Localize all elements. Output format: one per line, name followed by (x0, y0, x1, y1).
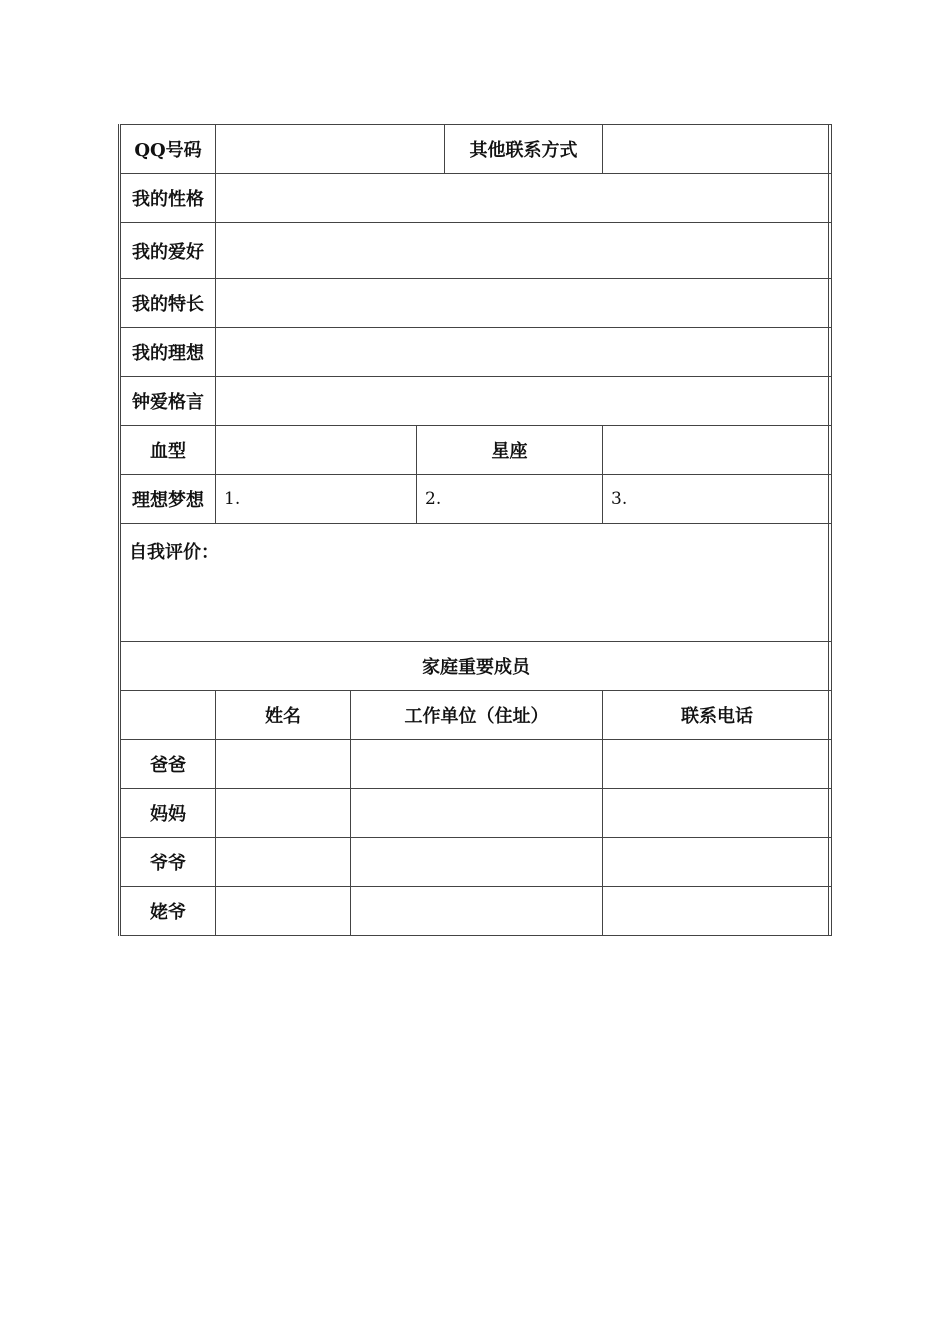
motto-row (121, 377, 832, 426)
family-header-name: 姓名 (216, 691, 351, 740)
hobbies-row (121, 223, 832, 279)
blood-type-field[interactable] (216, 426, 417, 475)
family-title-row (121, 642, 832, 691)
family-name-field[interactable] (216, 789, 351, 838)
family-workplace-field[interactable] (351, 740, 603, 789)
family-relation: 爸爸 (121, 740, 216, 789)
family-relation: 姥爷 (121, 887, 216, 936)
personality-label: 我的性格 (121, 174, 216, 223)
motto-label: 钟爱格言 (121, 377, 216, 426)
family-name-field[interactable] (216, 740, 351, 789)
family-name-field[interactable] (216, 838, 351, 887)
family-relation: 妈妈 (121, 789, 216, 838)
family-workplace-field[interactable] (351, 789, 603, 838)
self-eval-cell[interactable] (121, 524, 832, 642)
family-phone-field[interactable] (603, 887, 832, 936)
ideal-field[interactable] (216, 328, 832, 377)
family-phone-field[interactable] (603, 838, 832, 887)
personality-row (121, 174, 832, 223)
family-relation: 爷爷 (121, 838, 216, 887)
personality-field[interactable] (216, 174, 832, 223)
family-workplace-field[interactable] (351, 838, 603, 887)
blood-constellation-row (121, 426, 832, 475)
dreams-row (121, 475, 832, 524)
ideal-row (121, 328, 832, 377)
family-header-row (121, 691, 832, 740)
self-eval-row (121, 524, 832, 642)
family-row-father (121, 740, 832, 789)
family-row-mother (121, 789, 832, 838)
family-phone-field[interactable] (603, 789, 832, 838)
family-header-relation (121, 691, 216, 740)
specialty-label: 我的特长 (121, 279, 216, 328)
dream-field-3[interactable]: 3. (603, 475, 832, 524)
other-contact-field[interactable] (603, 125, 832, 174)
family-row-grandfather-maternal (121, 887, 832, 936)
constellation-field[interactable] (603, 426, 832, 475)
ideal-label: 我的理想 (121, 328, 216, 377)
family-name-field[interactable] (216, 887, 351, 936)
profile-form (120, 124, 831, 936)
family-section-title: 家庭重要成员 (121, 642, 832, 691)
dreams-label: 理想梦想 (121, 475, 216, 524)
hobbies-label: 我的爱好 (121, 223, 216, 279)
family-phone-field[interactable] (603, 740, 832, 789)
blood-type-label: 血型 (121, 426, 216, 475)
hobbies-field[interactable] (216, 223, 832, 279)
family-header-workplace: 工作单位（住址） (351, 691, 603, 740)
qq-field[interactable] (216, 125, 445, 174)
motto-field[interactable] (216, 377, 832, 426)
specialty-field[interactable] (216, 279, 832, 328)
family-workplace-field[interactable] (351, 887, 603, 936)
specialty-row (121, 279, 832, 328)
family-row-grandfather-paternal (121, 838, 832, 887)
dream-field-2[interactable]: 2. (417, 475, 603, 524)
profile-table (120, 124, 832, 936)
dream-field-1[interactable]: 1. (216, 475, 417, 524)
self-eval-label: 自我评价： (129, 542, 219, 563)
other-contact-label: 其他联系方式 (445, 125, 603, 174)
qq-row (121, 125, 832, 174)
constellation-label: 星座 (417, 426, 603, 475)
family-header-phone: 联系电话 (603, 691, 832, 740)
qq-label: QQ号码 (121, 125, 216, 174)
